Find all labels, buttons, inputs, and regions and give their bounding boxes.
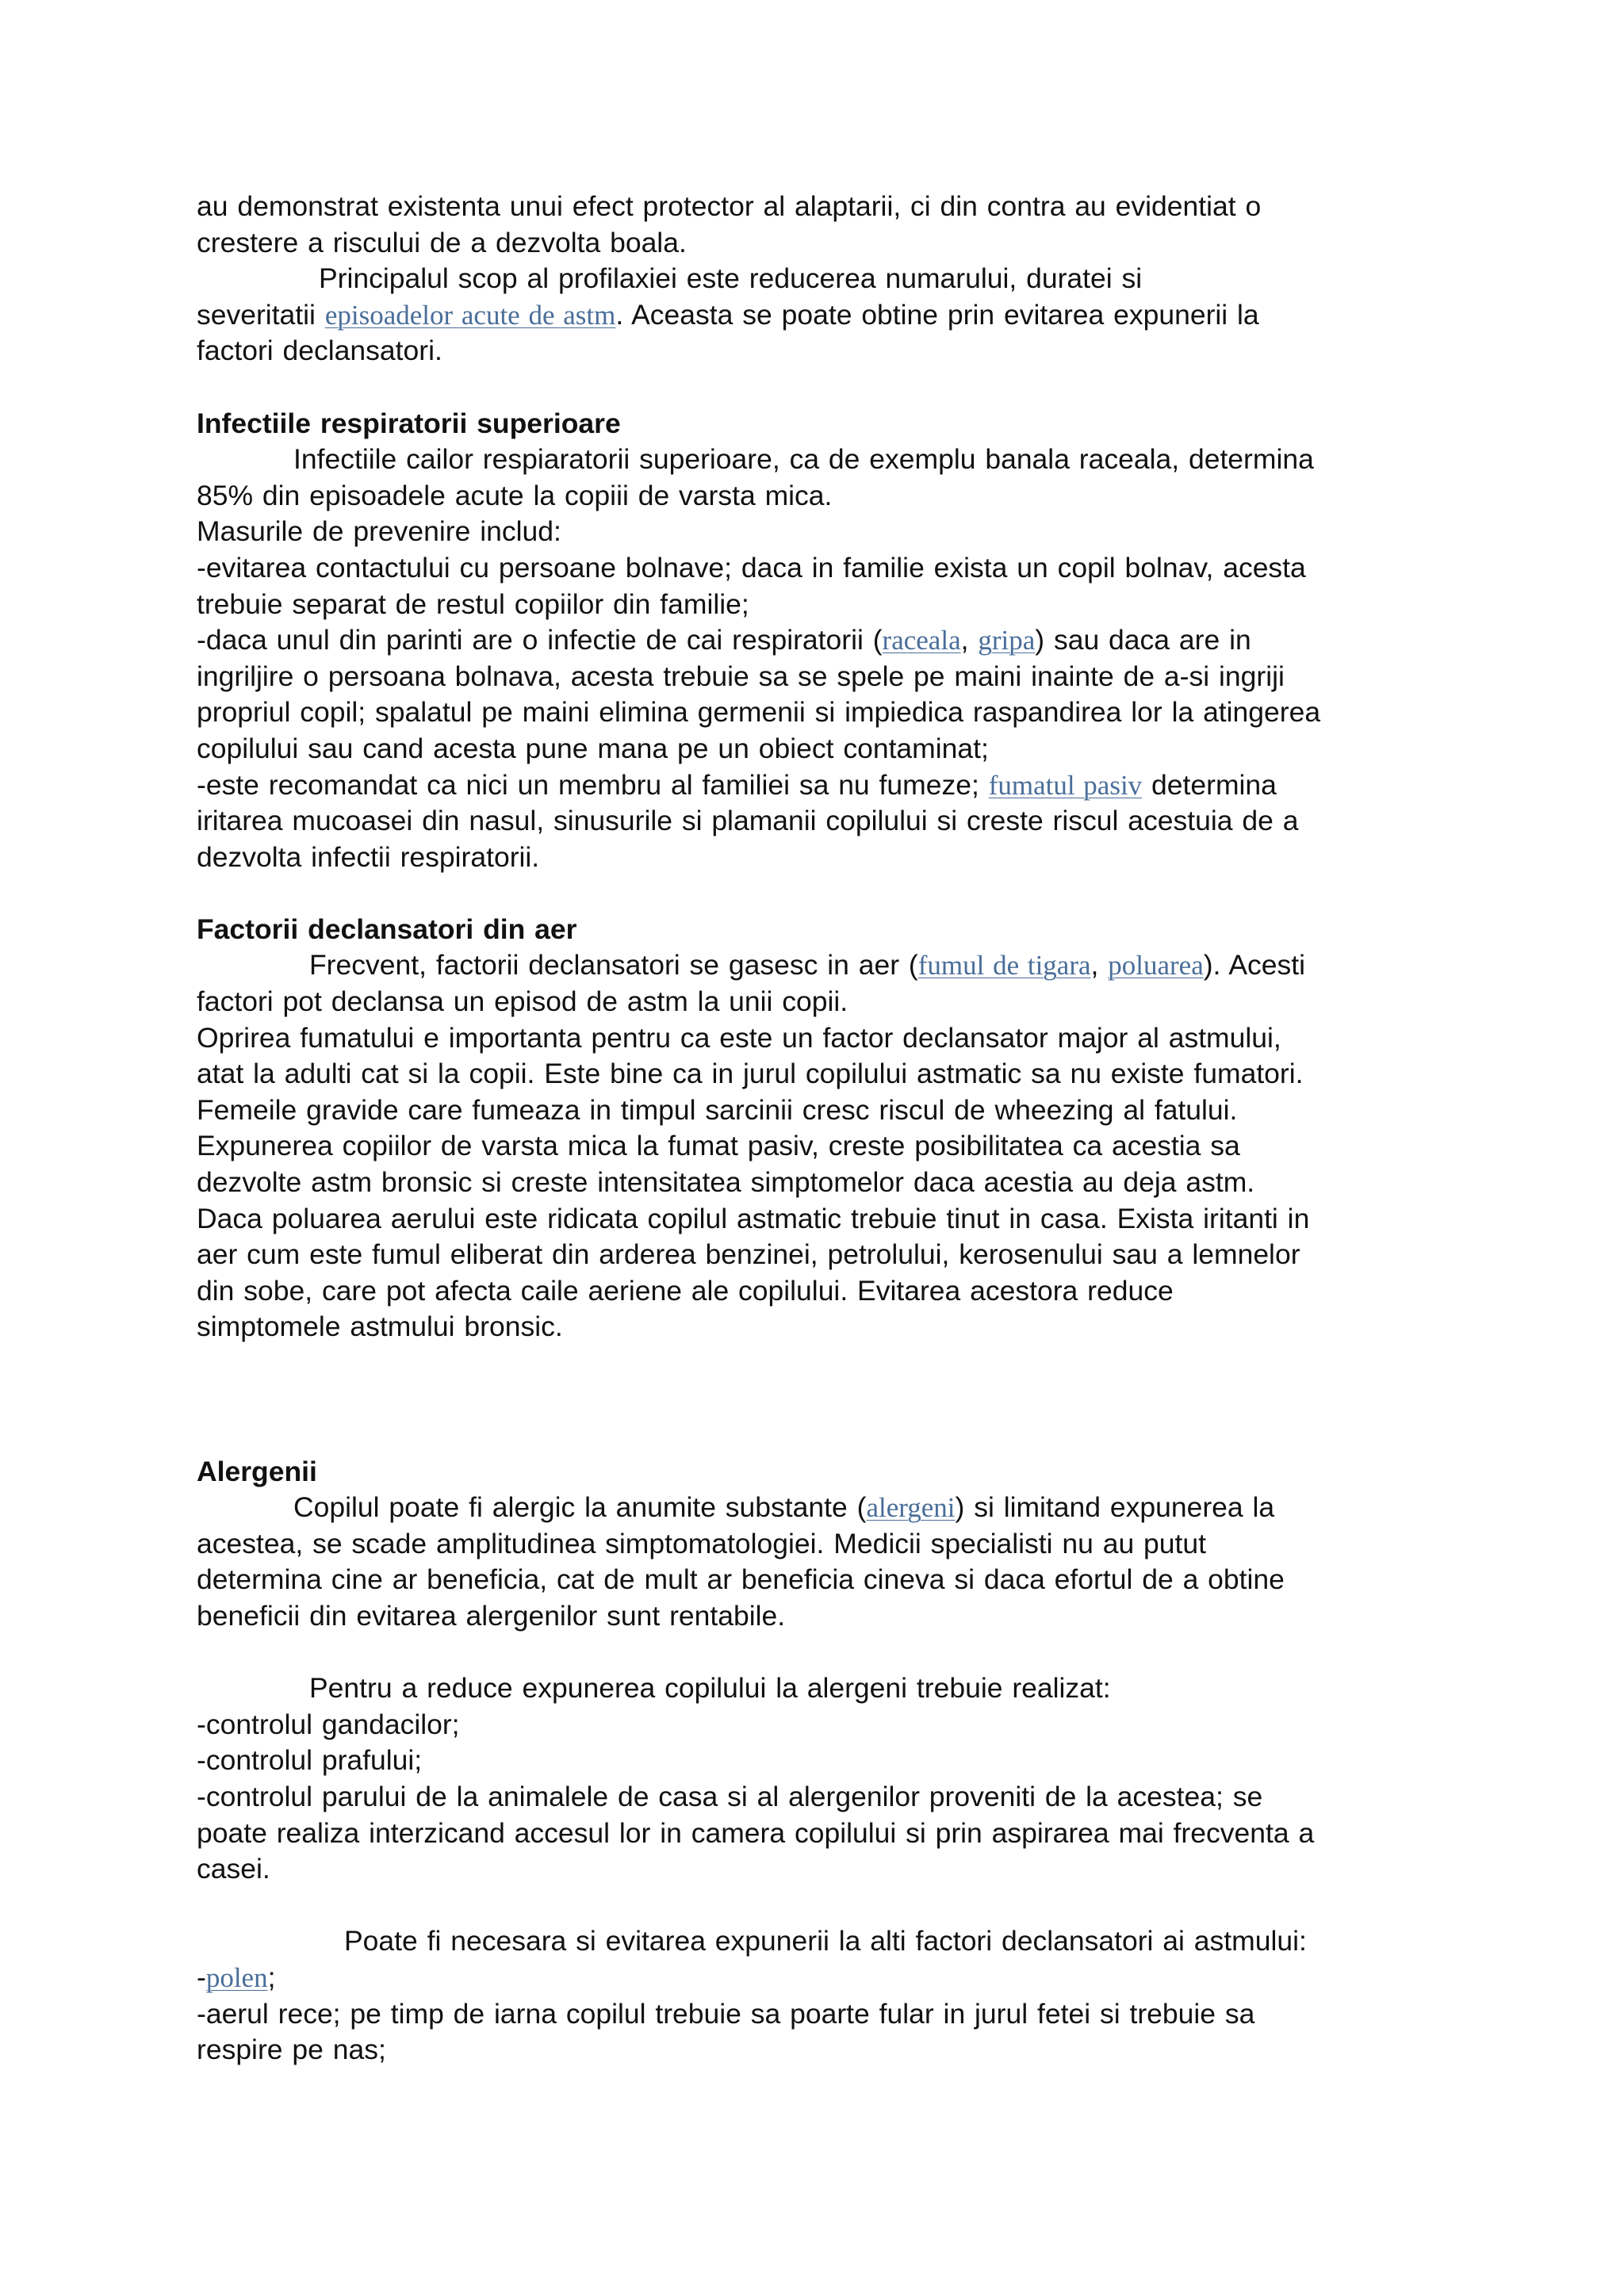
text-segment: Copilul poate fi alergic la anumite substante (: [293, 1491, 867, 1524]
text-segment: ) si limitand expunerea la: [955, 1491, 1275, 1524]
text-line: Pentru a reduce expunerea copilului la alergeni trebuie realizat:: [309, 1672, 1111, 1705]
text-line: Femeile gravide care fumeaza in timpul sarcinii cresc riscul de wheezing al fatului.: [197, 1093, 1238, 1126]
text-line: simptomele astmului bronsic.: [197, 1311, 563, 1343]
text-line: Oprirea fumatului e importanta pentru ca este un factor declansator major al astmului,: [197, 1021, 1281, 1054]
text-line: Poate fi necesara si evitarea expunerii la alti factori declansatori ai astmului:: [344, 1925, 1307, 1957]
text-line: -controlul gandacilor;: [197, 1708, 460, 1740]
text-line: poate realiza interzicand accesul lor in camera copilului si prin aspirarea mai frecventa a: [197, 1816, 1315, 1849]
text-segment: severitatii: [197, 298, 325, 331]
link-acute-asthma-episodes[interactable]: episoadelor acute de astm: [324, 299, 616, 331]
text-line: din sobe, care pot afecta caile aeriene ale copilului. Evitarea acestora reduce: [197, 1274, 1174, 1307]
text-line: Expunerea copiilor de varsta mica la fumat pasiv, creste posibilitatea ca acestia sa: [197, 1130, 1240, 1162]
text-line: 85% din episoadele acute la copiii de varsta mica.: [197, 479, 833, 511]
text-segment: ) sau daca are in: [1035, 624, 1251, 656]
text-line: casei.: [197, 1853, 270, 1885]
text-segment: ). Acesti: [1203, 949, 1306, 982]
text-line: crestere a riscului de a dezvolta boala.: [197, 226, 687, 258]
text-line: respire pe nas;: [197, 2034, 386, 2066]
text-line: aer cum este fumul eliberat din arderea benzinei, petrolului, kerosenului sau a lemnelor: [197, 1238, 1300, 1271]
text-line: [197, 1960, 1434, 1996]
text-line: determina cine ar beneficia, cat de mult ar beneficia cineva si daca efortul de a obtine: [197, 1563, 1285, 1596]
text-line: Infectiile cailor respiaratorii superioare, ca de exemplu banala raceala, determina: [293, 443, 1314, 476]
document-page: [197, 189, 1434, 2068]
text-line: beneficii din evitarea alergenilor sunt rentabile.: [197, 1599, 786, 1632]
text-line: factori declansatori.: [197, 335, 442, 367]
text-segment: -: [197, 1961, 206, 1993]
text-line: [197, 1490, 1434, 1526]
text-line: -aerul rece; pe timp de iarna copilul trebuie sa poarte fular in jurul fetei si trebuie sa: [197, 1997, 1255, 2030]
text-segment: -este recomandat ca nici un membru al familiei sa nu fumeze;: [197, 768, 989, 801]
link-alergeni[interactable]: alergeni: [866, 1492, 956, 1524]
text-line: [197, 947, 1434, 984]
text-line: copilului sau cand acesta pune mana pe un obiect contaminat;: [197, 732, 989, 764]
text-line: dezvolta infectii respiratorii.: [197, 840, 540, 873]
text-line: -controlul parului de la animalele de casa si al alergenilor proveniti de la acestea; se: [197, 1780, 1263, 1812]
text-segment: ;: [267, 1961, 276, 1993]
text-line: propriul copil; spalatul pe maini elimina germenii si impiedica raspandirea lor la atingerea: [197, 696, 1321, 729]
text-line: factori pot declansa un episod de astm la unii copii.: [197, 985, 848, 1018]
text-line: iritarea mucoasei din nasul, sinusurile si plamanii copilului si creste riscul acestuia de a: [197, 805, 1299, 837]
text-line: [197, 622, 1434, 659]
link-polen[interactable]: polen: [205, 1961, 268, 1993]
text-line: -controlul prafului;: [197, 1744, 423, 1777]
text-line: dezvolte astm bronsic si creste intensitatea simptomelor daca acestia au deja astm.: [197, 1166, 1255, 1199]
text-segment: -daca unul din parinti are o infectie de cai respiratorii (: [197, 624, 883, 656]
text-segment: determina: [1142, 768, 1277, 801]
section-heading: Alergenii: [197, 1455, 317, 1487]
text-line: -evitarea contactului cu persoane bolnave; daca in familie exista un copil bolnav, acesta: [197, 551, 1306, 584]
text-line: [197, 767, 1434, 804]
text-segment: ,: [1090, 949, 1109, 982]
text-line: ingriljire o persoana bolnava, acesta trebuie sa se spele pe maini inainte de a-si ingriji: [197, 660, 1285, 692]
link-fumul-de-tigara[interactable]: fumul de tigara: [917, 950, 1091, 982]
text-line: atat la adulti cat si la copii. Este bine ca in jurul copilului astmatic sa nu existe fumatori.: [197, 1058, 1304, 1090]
text-line: [197, 297, 1434, 334]
link-poluarea[interactable]: poluarea: [1108, 950, 1204, 982]
section-heading: Infectiile respiratorii superioare: [197, 407, 621, 439]
link-raceala[interactable]: raceala: [882, 625, 961, 656]
link-gripa[interactable]: gripa: [978, 625, 1036, 656]
link-fumatul-pasiv[interactable]: fumatul pasiv: [988, 769, 1143, 801]
text-line: Masurile de prevenire includ:: [197, 515, 561, 548]
text-segment: . Aceasta se poate obtine prin evitarea expunerii la: [615, 298, 1259, 331]
text-line: Daca poluarea aerului este ridicata copilul astmatic trebuie tinut in casa. Exista iritanti in: [197, 1202, 1310, 1234]
text-segment: ,: [960, 624, 979, 656]
text-line: Principalul scop al profilaxiei este reducerea numarului, duratei si: [319, 262, 1143, 295]
text-segment: Frecvent, factorii declansatori se gasesc in aer (: [309, 949, 918, 982]
text-line: au demonstrat existenta unui efect protector al alaptarii, ci din contra au evidentiat o: [197, 190, 1262, 222]
section-heading: Factorii declansatori din aer: [197, 913, 577, 945]
text-line: acestea, se scade amplitudinea simptomatologiei. Medicii specialisti nu au putut: [197, 1527, 1207, 1559]
text-line: trebuie separat de restul copiilor din familie;: [197, 587, 749, 620]
